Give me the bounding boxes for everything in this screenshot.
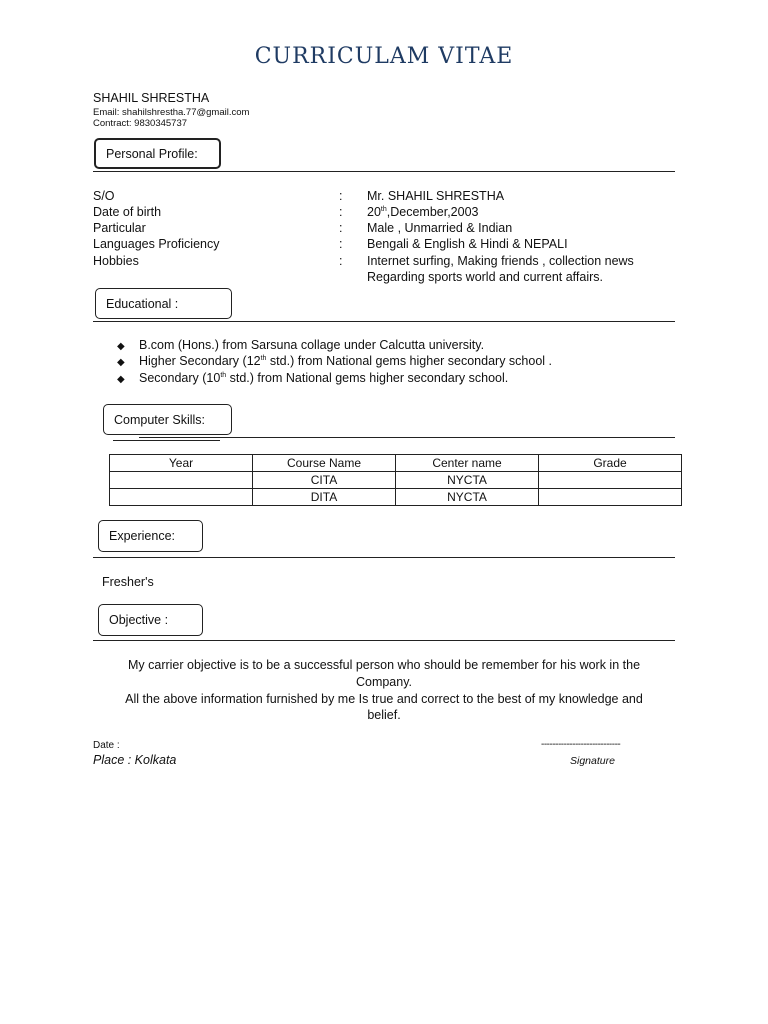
list-item — [139, 371, 508, 385]
section-personal-profile — [94, 138, 221, 169]
list-item-text: Secondary (10 — [139, 371, 221, 385]
objective-line: Company. — [355, 675, 413, 689]
table-header-cell: Grade — [539, 455, 682, 472]
table-cell: DITA — [253, 489, 396, 506]
declaration-line: belief. — [367, 708, 401, 722]
skills-table — [109, 454, 682, 506]
place-label: Place : Kolkata — [93, 753, 177, 767]
date-label: Date : — [93, 740, 120, 751]
section-experience — [98, 520, 203, 552]
divider — [93, 171, 675, 172]
profile-label: Hobbies — [93, 254, 139, 268]
section-label: Objective : — [109, 613, 169, 627]
table-header-cell: Year — [110, 455, 253, 472]
dob-day: 20 — [367, 205, 381, 219]
page-title: CURRICULAM VITAE — [254, 44, 514, 69]
section-computer-skills — [103, 404, 232, 435]
signature-line: ---------------------------- — [541, 739, 621, 750]
divider — [93, 321, 675, 322]
declaration-line: All the above information furnished by me Is true and correct to the best of my knowledge and — [125, 692, 643, 706]
profile-label: Date of birth — [93, 205, 162, 219]
table-cell — [110, 472, 253, 489]
list-item — [139, 354, 552, 368]
table-cell: NYCTA — [396, 489, 539, 506]
section-label: Personal Profile: — [106, 146, 198, 161]
list-item-text: std.) from National gems higher secondary school. — [226, 371, 509, 385]
table-cell — [539, 472, 682, 489]
section-label: Experience: — [109, 529, 176, 543]
email-text: Email: shahilshrestha.77@gmail.com — [93, 107, 250, 118]
table-row — [110, 489, 682, 506]
profile-value — [367, 205, 478, 219]
applicant-name: SHAHIL SHRESTHA — [93, 91, 210, 105]
profile-colon: : — [339, 254, 343, 268]
objective-line: My carrier objective is to be a successful person who should be remember for his work in the — [127, 658, 641, 672]
profile-value-continued: Regarding sports world and current affairs. — [367, 270, 603, 284]
divider — [139, 437, 675, 438]
underline — [113, 440, 220, 441]
profile-value: Mr. SHAHIL SHRESTHA — [367, 189, 505, 203]
profile-colon: : — [339, 221, 343, 235]
dob-rest: ,December,2003 — [386, 205, 479, 219]
section-educational — [95, 288, 232, 319]
bullet-icon: ◆ — [117, 341, 125, 352]
list-item-sup: th — [260, 354, 267, 362]
list-item-sup: th — [220, 371, 227, 379]
table-cell: NYCTA — [396, 472, 539, 489]
section-objective — [98, 604, 203, 636]
divider — [93, 557, 675, 558]
dob-suffix: th — [380, 205, 387, 213]
profile-value: Male , Unmarried & Indian — [367, 221, 513, 235]
divider — [93, 640, 675, 641]
profile-colon: : — [339, 189, 343, 203]
profile-value: Bengali & English & Hindi & NEPALI — [367, 237, 568, 251]
experience-text: Fresher's — [102, 575, 154, 589]
section-label: Computer Skills: — [114, 412, 205, 427]
list-item: B.com (Hons.) from Sarsuna collage under Calcutta university. — [139, 338, 485, 352]
profile-colon: : — [339, 205, 343, 219]
table-cell — [110, 489, 253, 506]
table-header-row — [110, 455, 682, 472]
list-item-text: std.) from National gems higher secondary school . — [266, 354, 552, 368]
signature-label: Signature — [570, 755, 615, 767]
profile-label: Particular — [93, 221, 146, 235]
profile-label: Languages Proficiency — [93, 237, 220, 251]
table-row — [110, 472, 682, 489]
list-item-text: Higher Secondary (12 — [139, 354, 261, 368]
bullet-icon: ◆ — [117, 374, 125, 385]
table-header-cell: Center name — [396, 455, 539, 472]
table-cell — [539, 489, 682, 506]
profile-label: S/O — [93, 189, 115, 203]
table-header-cell: Course Name — [253, 455, 396, 472]
bullet-icon: ◆ — [117, 357, 125, 368]
contact-text: Contract: 9830345737 — [93, 118, 188, 129]
section-label: Educational : — [106, 296, 179, 311]
table-cell: CITA — [253, 472, 396, 489]
profile-value: Internet surfing, Making friends , collection news — [367, 254, 634, 268]
profile-colon: : — [339, 237, 343, 251]
